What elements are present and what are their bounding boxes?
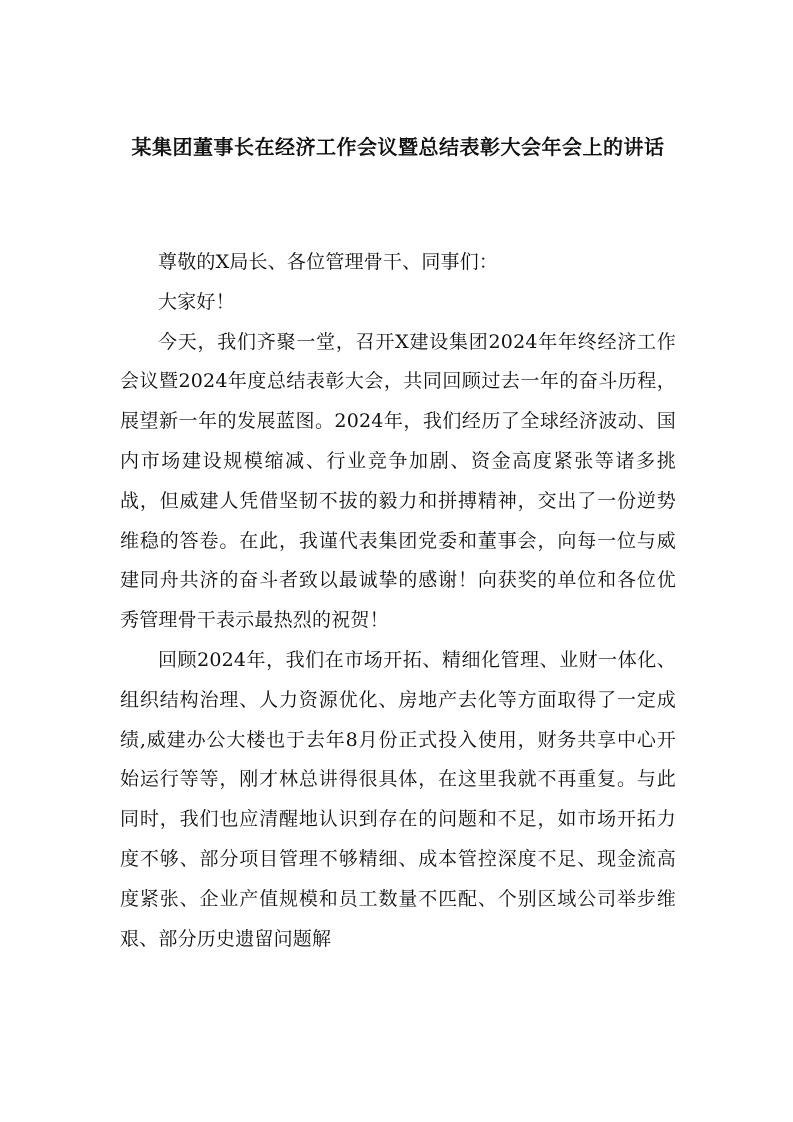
greeting-paragraph: 大家好！ [158, 290, 235, 313]
review-paragraph: 回顾2024年，我们在市场开拓、精细化管理、业财一体化、组织结构治理、人力资源优化、房地产去化等方面取得了一定成绩,威建办公大楼也于去年8月份正式投入使用，财务共享中心开始运行等等，刚才林总讲得很具体，在这里我就不再重复。与此同时，我们也应清醒地认识到存在的问题和不足，如市场开拓力度不够、部分项目管理不够精细、成本管控深度不足、现金流高度紧张、企业产值规模和员工数量不匹配、个别区域公司举步维艰、部分历史遗留问题解 [120, 648, 676, 950]
document-body [120, 243, 676, 959]
opening-paragraph: 今天，我们齐聚一堂，召开X建设集团2024年年终经济工作会议暨2024年度总结表彰大会，共同回顾过去一年的奋斗历程，展望新一年的发展蓝图。2024年，我们经历了全球经济波动、国内市场建设规模缩减、行业竞争加剧、资金高度紧张等诸多挑战，但威建人凭借坚韧不拔的毅力和拼搏精神，交出了一份逆势维稳的答卷。在此，我谨代表集团党委和董事会，向每一位与威建同舟共济的奋斗者致以最诚挚的感谢！向获奖的单位和各位优秀管理骨干表示最热烈的祝贺！ [120, 330, 676, 632]
salutation-paragraph: 尊敬的X局长、各位管理骨干、同事们： [158, 251, 499, 273]
document-title: 某集团董事长在经济工作会议暨总结表彰大会年会上的讲话 [131, 135, 665, 159]
